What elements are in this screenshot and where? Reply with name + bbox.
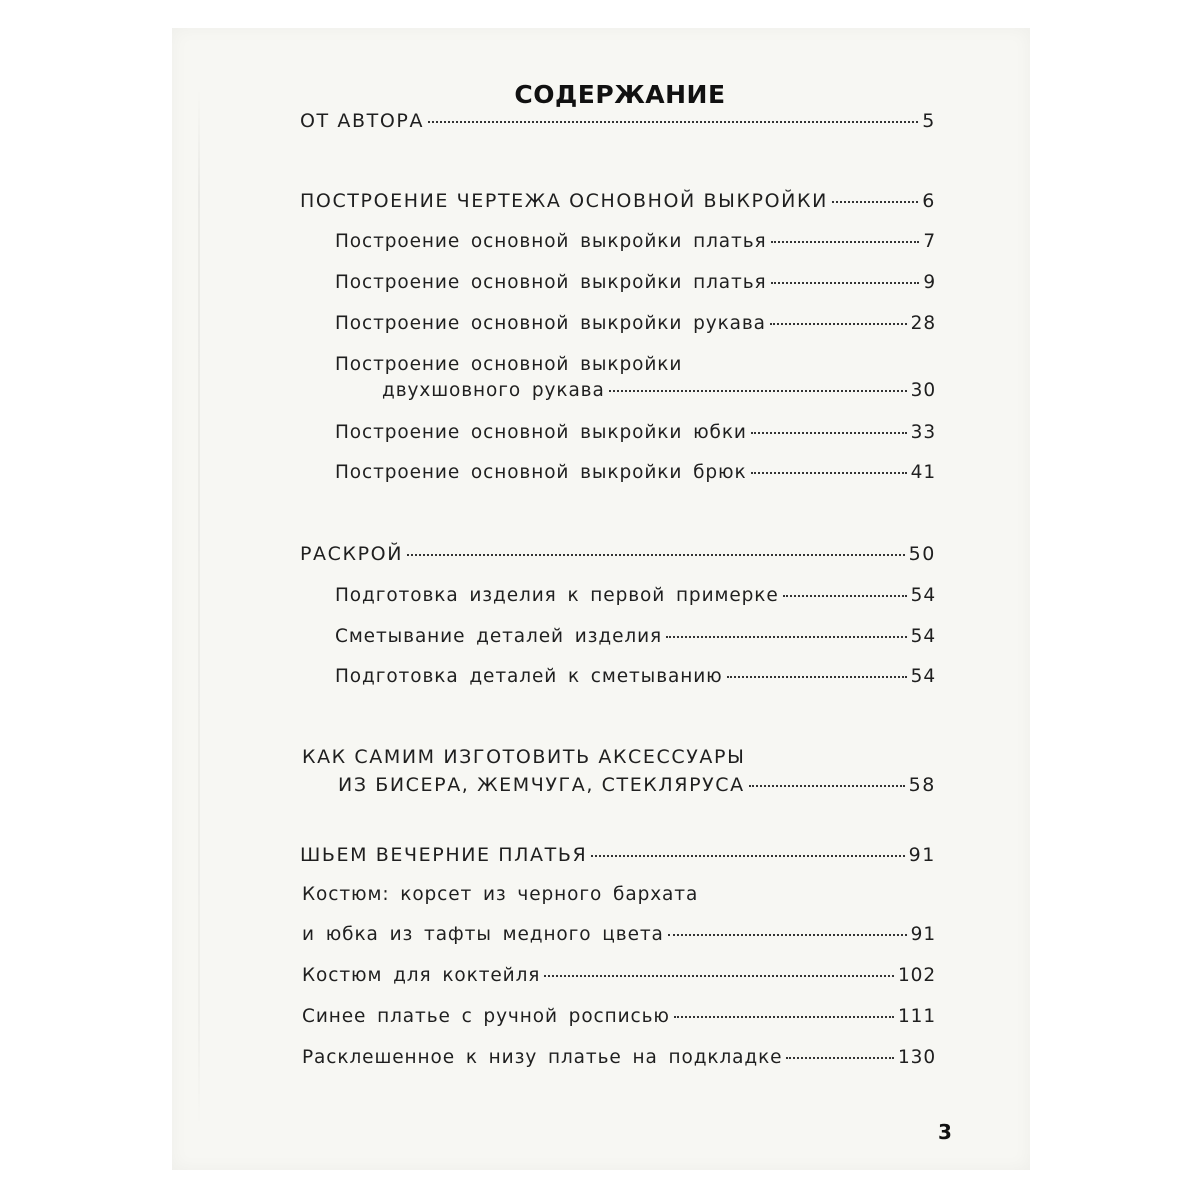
dot-leader: [428, 121, 918, 123]
dot-leader: [544, 975, 894, 977]
toc-entry-section-2: [300, 543, 936, 573]
toc-entry-page: 130: [897, 1047, 936, 1068]
toc-entry-4-3: [302, 1006, 936, 1036]
toc-entry-label: Построение основной выкройки брюк: [335, 462, 747, 483]
toc-entry-section-3-line1: КАК САМИМ ИЗГОТОВИТЬ АКСЕССУАРЫ: [302, 746, 746, 768]
dot-leader: [407, 554, 905, 556]
toc-entry-page: 111: [897, 1006, 936, 1027]
toc-entry-1-6: [335, 462, 936, 492]
dot-leader: [751, 432, 907, 434]
dot-leader: [727, 676, 907, 678]
toc-entry-label: Подготовка деталей к сметыванию: [335, 666, 723, 687]
toc-entry-label: РАСКРОЙ: [300, 543, 404, 565]
toc-entry-page: 54: [910, 626, 936, 647]
toc-entry-label: Построение основной выкройки платья: [335, 231, 767, 252]
dot-leader: [771, 241, 920, 243]
dot-leader: [751, 472, 907, 474]
toc-entry-page: 9: [923, 272, 936, 293]
page-number: 3: [938, 1120, 952, 1144]
toc-entry-2-2: [335, 626, 936, 656]
toc-entry-label: ПОСТРОЕНИЕ ЧЕРТЕЖА ОСНОВНОЙ ВЫКРОЙКИ: [300, 190, 828, 212]
toc-entry-2-3: [335, 666, 936, 696]
toc-entry-page: 41: [910, 462, 936, 483]
toc-entry-page: 91: [910, 924, 936, 945]
dot-leader: [786, 1057, 894, 1059]
toc-entry-section-4: [300, 844, 936, 874]
toc-entry-page: 54: [910, 585, 936, 606]
toc-entry-1-1: [335, 231, 936, 261]
toc-entry-label: Построение основной выкройки платья: [335, 272, 767, 293]
dot-leader: [770, 323, 907, 325]
toc-entry-label: ИЗ БИСЕРА, ЖЕМЧУГА, СТЕКЛЯРУСА: [338, 774, 745, 796]
toc-entry-page: 6: [922, 190, 936, 212]
dot-leader: [666, 636, 907, 638]
toc-entry-page: 102: [897, 965, 936, 986]
toc-entry-page: 91: [908, 844, 936, 866]
toc-entry-label: Расклешенное к низу платье на подкладке: [302, 1047, 783, 1068]
toc-entry-label: ОТ АВТОРА: [300, 110, 425, 132]
toc-entry-1-3: [335, 313, 936, 343]
page-title: СОДЕРЖАНИЕ: [514, 80, 726, 109]
dot-leader: [783, 595, 907, 597]
toc-entry-4-4: [302, 1047, 936, 1077]
toc-entry-1-4: [382, 380, 936, 410]
toc-entry-page: 50: [908, 543, 936, 565]
toc-entry-label: и юбка из тафты медного цвета: [302, 924, 664, 945]
toc-entry-section-1: [300, 190, 936, 220]
toc-entry-page: 54: [910, 666, 936, 687]
dot-leader: [832, 201, 918, 203]
toc-entry-page: 5: [922, 110, 936, 132]
toc-entry-1-4-line1: Построение основной выкройки: [335, 354, 683, 375]
toc-entry-page: 28: [910, 313, 936, 334]
toc-entry-label: Костюм для коктейля: [302, 965, 541, 986]
toc-entry-author: [300, 110, 936, 140]
toc-entry-label: Сметывание деталей изделия: [335, 626, 663, 647]
toc-entry-4-1: [302, 924, 936, 954]
dot-leader: [668, 934, 907, 936]
dot-leader: [609, 390, 907, 392]
toc-entry-2-1: [335, 585, 936, 615]
dot-leader: [674, 1016, 894, 1018]
toc-entry-page: 33: [910, 422, 936, 443]
toc-entry-4-1-line1: Костюм: корсет из черного бархата: [302, 884, 699, 905]
toc-entry-label: Подготовка изделия к первой примерке: [335, 585, 779, 606]
dot-leader: [749, 785, 905, 787]
dot-leader: [771, 282, 920, 284]
dot-leader: [591, 855, 904, 857]
toc-entry-1-2: [335, 272, 936, 302]
toc-entry-1-5: [335, 422, 936, 452]
toc-entry-label: двухшовного рукава: [382, 380, 605, 401]
toc-entry-page: 30: [910, 380, 936, 401]
toc-entry-label: Построение основной выкройки юбки: [335, 422, 747, 443]
toc-entry-section-3: [338, 774, 936, 804]
toc-entry-label: Синее платье с ручной росписью: [302, 1006, 670, 1027]
toc-entry-label: ШЬЕМ ВЕЧЕРНИЕ ПЛАТЬЯ: [300, 844, 588, 866]
toc-entry-label: Построение основной выкройки рукава: [335, 313, 766, 334]
toc-entry-4-2: [302, 965, 936, 995]
toc-entry-page: 58: [908, 774, 936, 796]
toc-entry-page: 7: [923, 231, 936, 252]
